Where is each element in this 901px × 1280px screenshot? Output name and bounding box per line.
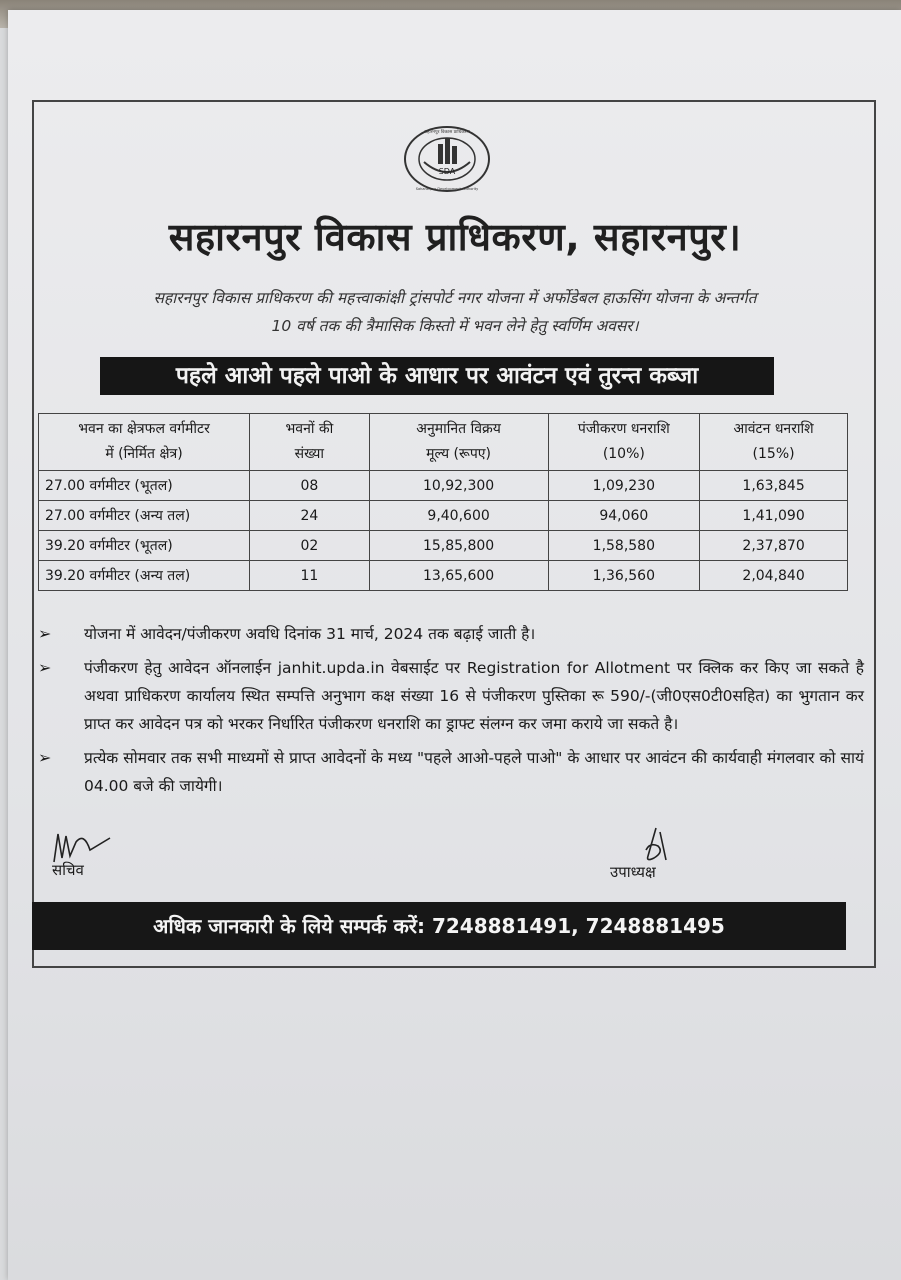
table-row xyxy=(39,471,848,501)
note-text: प्रत्येक सोमवार तक सभी माध्यमों से प्राप्त आवेदनों के मध्य "पहले आओ-पहले पाओ" के आधार पर आवंटन की कार्यवाही मंगलवार को सायं 04.00 बजे की जायेगी। xyxy=(84,749,864,795)
cell-price: 9,40,600 xyxy=(369,501,548,531)
cell-registration: 1,36,560 xyxy=(548,561,700,591)
vice-chairman-signature-icon xyxy=(636,826,676,866)
contact-banner: अधिक जानकारी के लिये सम्पर्क करें: 7248881491, 7248881495 xyxy=(32,902,846,950)
list-item xyxy=(38,744,864,800)
list-item xyxy=(38,654,864,738)
cell-allotment: 1,63,845 xyxy=(700,471,848,501)
sda-emblem-icon xyxy=(402,124,492,194)
header-count: भवनों की संख्या xyxy=(250,414,370,471)
cell-area: 39.20 वर्गमीटर (अन्य तल) xyxy=(39,561,250,591)
secretary-label: सचिव xyxy=(52,861,84,879)
cell-allotment: 2,04,840 xyxy=(700,561,848,591)
offer-banner: पहले आओ पहले पाओ के आधार पर आवंटन एवं तुरन्त कब्जा xyxy=(100,357,774,395)
cell-count: 11 xyxy=(250,561,370,591)
list-item xyxy=(38,620,864,648)
table-row xyxy=(39,501,848,531)
cell-registration: 1,58,580 xyxy=(548,531,700,561)
intro-line-2: 10 वर्ष तक की त्रैमासिक किस्तो में भवन लेने हेतु स्वर्णिम अवसर। xyxy=(271,317,639,335)
table-row xyxy=(39,561,848,591)
header-allotment: आवंटन धनराशि (15%) xyxy=(700,414,848,471)
cell-count: 24 xyxy=(250,501,370,531)
vice-chairman-label: उपाध्यक्ष xyxy=(610,863,656,881)
header-registration: पंजीकरण धनराशि (10%) xyxy=(548,414,700,471)
cell-count: 02 xyxy=(250,531,370,561)
page-title: सहारनपुर विकास प्राधिकरण, सहारनपुर। xyxy=(168,215,742,259)
table-header-row xyxy=(39,414,848,471)
header-price: अनुमानित विक्रय मूल्य (रूपए) xyxy=(369,414,548,471)
cell-price: 10,92,300 xyxy=(369,471,548,501)
logo-bottom-text: Saharanpur Development Authority xyxy=(415,187,479,191)
cell-area: 39.20 वर्गमीटर (भूतल) xyxy=(39,531,250,561)
intro-text xyxy=(40,284,870,340)
arrow-bullet-icon: ➢ xyxy=(38,748,52,767)
cell-allotment: 2,37,870 xyxy=(700,531,848,561)
cell-price: 15,85,800 xyxy=(369,531,548,561)
table-row xyxy=(39,531,848,561)
header-area: भवन का क्षेत्रफल वर्गमीटर में (निर्मित क्षेत्र) xyxy=(39,414,250,471)
note-text: पंजीकरण हेतु आवेदन ऑनलाईन janhit.upda.in वेबसाईट पर Registration for Allotment पर क्लिक कर किए जा सकते है अथवा प्राधिकरण कार्यालय स्थित सम्पत्ति अनुभाग कक्ष संख्या 16 से पंजीकरण पुस्तिका रू 590/-(जी0एस0टी0सहित) का भुगतान कर प्राप्त कर आवेदन पत्र को भरकर निर्धारित पंजीकरण धनराशि का ड्राफ्ट संलग्न कर जमा कराये जा सकते है। xyxy=(84,659,864,733)
cell-count: 08 xyxy=(250,471,370,501)
allotment-table xyxy=(38,413,848,591)
cell-area: 27.00 वर्गमीटर (भूतल) xyxy=(39,471,250,501)
logo-center-text: SDA xyxy=(438,167,456,176)
cell-area: 27.00 वर्गमीटर (अन्य तल) xyxy=(39,501,250,531)
arrow-bullet-icon: ➢ xyxy=(38,624,52,643)
notes-list xyxy=(38,620,864,806)
arrow-bullet-icon: ➢ xyxy=(38,658,52,677)
cell-price: 13,65,600 xyxy=(369,561,548,591)
cell-registration: 94,060 xyxy=(548,501,700,531)
note-text: योजना में आवेदन/पंजीकरण अवधि दिनांक 31 मार्च, 2024 तक बढ़ाई जाती है। xyxy=(84,625,536,643)
logo-top-text: सहारनपुर विकास प्राधिकरण xyxy=(424,130,470,135)
cell-registration: 1,09,230 xyxy=(548,471,700,501)
cell-allotment: 1,41,090 xyxy=(700,501,848,531)
intro-line-1: सहारनपुर विकास प्राधिकरण की महत्त्वाकांक्षी ट्रांसपोर्ट नगर योजना में अर्फोडेबल हाऊसिंग योजना के अन्तर्गत xyxy=(153,289,757,307)
